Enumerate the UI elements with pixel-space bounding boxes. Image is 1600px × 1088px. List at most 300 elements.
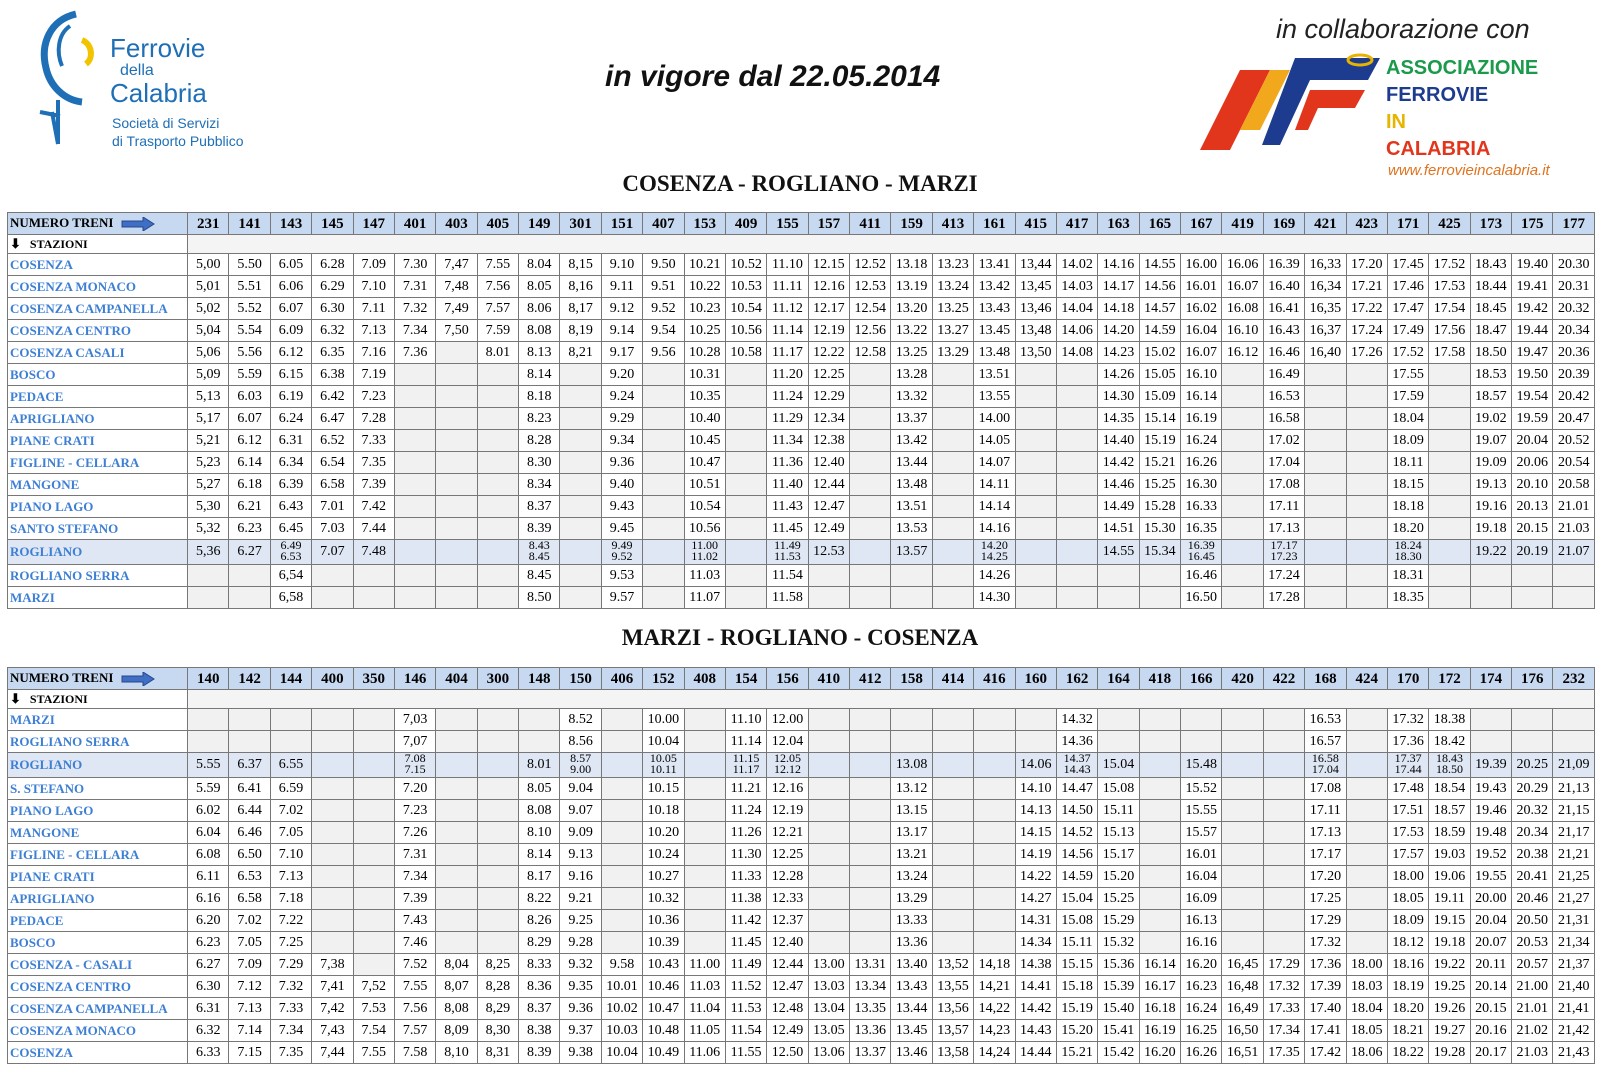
train-number: 165: [1139, 213, 1180, 235]
departure-time: [477, 364, 518, 386]
departure-time: 7.44: [353, 518, 394, 540]
departure-time: 7.36: [394, 342, 435, 364]
departure-time: [436, 518, 477, 540]
departure-time: 8.05: [519, 778, 560, 800]
departure-time: 7.23: [394, 800, 435, 822]
departure-time: 20.47: [1553, 408, 1595, 430]
departure-time: [643, 496, 684, 518]
departure-time: 5,00: [188, 254, 229, 276]
station-name: COSENZA CASALI: [8, 342, 188, 364]
departure-time: 21,15: [1553, 800, 1595, 822]
departure-time: 7.22: [270, 910, 311, 932]
departure-time: [643, 430, 684, 452]
departure-time: 17.13: [1305, 822, 1346, 844]
departure-time: 15.36: [1098, 954, 1139, 976]
station-name: COSENZA CAMPANELLA: [8, 298, 188, 320]
departure-time: [1263, 910, 1304, 932]
departure-time: 8.06: [519, 298, 560, 320]
departure-time: 6.19: [270, 386, 311, 408]
departure-time: 12.05 12.12: [767, 753, 808, 778]
table-row: [8, 540, 1595, 565]
departure-time: [850, 910, 891, 932]
departure-time: 16.43: [1263, 320, 1304, 342]
departure-time: 17.58: [1429, 342, 1470, 364]
station-name: PIANE CRATI: [8, 430, 188, 452]
departure-time: 7.35: [353, 452, 394, 474]
departure-time: 14.22: [1015, 866, 1056, 888]
departure-time: 7.33: [270, 998, 311, 1020]
departure-time: 14.38: [1015, 954, 1056, 976]
departure-time: [601, 800, 642, 822]
departure-time: [1139, 778, 1180, 800]
departure-time: [1222, 364, 1263, 386]
departure-time: [725, 452, 766, 474]
departure-time: [1429, 452, 1470, 474]
departure-time: [477, 587, 518, 609]
departure-time: 11.03: [684, 565, 725, 587]
departure-time: 10.47: [684, 452, 725, 474]
departure-time: [1429, 430, 1470, 452]
departure-time: [477, 452, 518, 474]
departure-time: 6,54: [270, 565, 311, 587]
departure-time: [643, 565, 684, 587]
departure-time: [436, 778, 477, 800]
departure-time: 13.57: [891, 540, 932, 565]
departure-time: 10.22: [684, 276, 725, 298]
departure-time: 19.06: [1429, 866, 1470, 888]
departure-time: [560, 408, 601, 430]
departure-time: 16.10: [1181, 364, 1222, 386]
departure-time: [932, 709, 973, 731]
departure-time: 19.39: [1470, 753, 1511, 778]
table-row: [8, 587, 1595, 609]
departure-time: 6.23: [188, 932, 229, 954]
departure-time: 19.25: [1429, 976, 1470, 998]
departure-time: 6.58: [312, 474, 353, 496]
departure-time: [1098, 565, 1139, 587]
departure-time: 14.44: [1015, 1042, 1056, 1064]
station-name: FIGLINE - CELLARA: [8, 844, 188, 866]
departure-time: 20.32: [1512, 800, 1553, 822]
departure-time: 7.05: [229, 932, 270, 954]
departure-time: 16.14: [1181, 386, 1222, 408]
train-number: 148: [519, 668, 560, 690]
departure-time: [436, 932, 477, 954]
departure-time: [1222, 518, 1263, 540]
departure-time: [974, 910, 1015, 932]
departure-time: [436, 888, 477, 910]
departure-time: [1015, 518, 1056, 540]
station-name: ROGLIANO: [8, 540, 188, 565]
departure-time: 8.39: [519, 518, 560, 540]
departure-time: 5.54: [229, 320, 270, 342]
train-number: 415: [1015, 213, 1056, 235]
departure-time: [1181, 709, 1222, 731]
departure-time: 9.50: [643, 254, 684, 276]
train-number: 232: [1553, 668, 1595, 690]
station-name: SANTO STEFANO: [8, 518, 188, 540]
station-name: APRIGLIANO: [8, 888, 188, 910]
departure-time: 13.20: [891, 298, 932, 320]
train-number: 408: [684, 668, 725, 690]
departure-time: 6.02: [188, 800, 229, 822]
station-name: COSENZA CAMPANELLA: [8, 998, 188, 1020]
train-number: 167: [1181, 213, 1222, 235]
departure-time: [1222, 452, 1263, 474]
departure-time: 8.37: [519, 496, 560, 518]
departure-time: 18.00: [1346, 954, 1387, 976]
fdc-emblem-icon: [30, 4, 110, 149]
departure-time: [1512, 587, 1553, 609]
departure-time: 9.56: [643, 342, 684, 364]
departure-time: 13.22: [891, 320, 932, 342]
departure-time: 11.29: [767, 408, 808, 430]
departure-time: [1470, 731, 1511, 753]
departure-time: 14.55: [1098, 540, 1139, 565]
departure-time: 18.38: [1429, 709, 1470, 731]
departure-time: [850, 408, 891, 430]
departure-time: 7.29: [270, 954, 311, 976]
departure-time: [436, 474, 477, 496]
departure-time: 13.25: [932, 298, 973, 320]
departure-time: [601, 844, 642, 866]
departure-time: 7.25: [270, 932, 311, 954]
departure-time: [312, 910, 353, 932]
departure-time: 15.13: [1098, 822, 1139, 844]
departure-time: [1305, 386, 1346, 408]
departure-time: [436, 753, 477, 778]
table-row: [8, 888, 1595, 910]
departure-time: 17.17 17.23: [1263, 540, 1304, 565]
departure-time: 21,40: [1553, 976, 1595, 998]
departure-time: 21,21: [1553, 844, 1595, 866]
departure-time: [436, 408, 477, 430]
departure-time: [436, 587, 477, 609]
departure-time: [1346, 709, 1387, 731]
departure-time: [1139, 888, 1180, 910]
departure-time: 14,24: [974, 1042, 1015, 1064]
train-number: 155: [767, 213, 808, 235]
departure-time: [1429, 496, 1470, 518]
departure-time: 13.21: [891, 844, 932, 866]
departure-time: 18.16: [1387, 954, 1428, 976]
departure-time: [601, 822, 642, 844]
departure-time: [1056, 540, 1097, 565]
stations-header-row: [8, 690, 1595, 709]
departure-time: 10.43: [643, 954, 684, 976]
departure-time: [353, 753, 394, 778]
departure-time: 20.00: [1470, 888, 1511, 910]
departure-time: [932, 587, 973, 609]
departure-time: 11.00 11.02: [684, 540, 725, 565]
departure-time: 9.36: [560, 998, 601, 1020]
departure-time: [1346, 753, 1387, 778]
departure-time: 12.44: [767, 954, 808, 976]
departure-time: 13,48: [1015, 320, 1056, 342]
departure-time: 16.02: [1181, 298, 1222, 320]
departure-time: 6.32: [188, 1020, 229, 1042]
departure-time: [477, 408, 518, 430]
table-row: [8, 518, 1595, 540]
departure-time: 20.25: [1512, 753, 1553, 778]
departure-time: 13.42: [891, 430, 932, 452]
departure-time: 14.31: [1015, 910, 1056, 932]
departure-time: 13.37: [850, 1042, 891, 1064]
departure-time: 11.03: [684, 976, 725, 998]
departure-time: [974, 753, 1015, 778]
departure-time: 7.39: [353, 474, 394, 496]
departure-time: 10.47: [643, 998, 684, 1020]
departure-time: 7.26: [394, 822, 435, 844]
departure-time: [394, 452, 435, 474]
departure-time: [1222, 932, 1263, 954]
departure-time: 7.11: [353, 298, 394, 320]
departure-time: 19.47: [1512, 342, 1553, 364]
departure-time: 19.09: [1470, 452, 1511, 474]
departure-time: 8,17: [560, 298, 601, 320]
departure-time: [229, 565, 270, 587]
departure-time: 18.12: [1387, 932, 1428, 954]
departure-time: 16.14: [1139, 954, 1180, 976]
departure-time: [312, 587, 353, 609]
departure-time: [312, 888, 353, 910]
departure-time: [932, 888, 973, 910]
departure-time: 16.39 16.45: [1181, 540, 1222, 565]
departure-time: 14.14: [974, 496, 1015, 518]
departure-time: 12.19: [808, 320, 849, 342]
departure-time: 6.47: [312, 408, 353, 430]
departure-time: 10.58: [725, 342, 766, 364]
departure-time: 15.04: [1056, 888, 1097, 910]
departure-time: 20.52: [1553, 430, 1595, 452]
train-number: 410: [808, 668, 849, 690]
departure-time: [560, 518, 601, 540]
departure-time: [560, 496, 601, 518]
departure-time: 17.53: [1387, 822, 1428, 844]
departure-time: 16.57: [1305, 731, 1346, 753]
timetable-return: [7, 667, 1595, 1064]
departure-time: [601, 888, 642, 910]
departure-time: [1222, 731, 1263, 753]
timetable-title-return: MARZI - ROGLIANO - COSENZA: [621, 625, 979, 650]
departure-time: 6.05: [270, 254, 311, 276]
departure-time: 6.38: [312, 364, 353, 386]
departure-time: 15.11: [1098, 800, 1139, 822]
departure-time: 17.22: [1346, 298, 1387, 320]
departure-time: 5.56: [229, 342, 270, 364]
departure-time: 6.30: [188, 976, 229, 998]
departure-time: [394, 540, 435, 565]
departure-time: 15.21: [1139, 452, 1180, 474]
effective-date: in vigore dal 22.05.2014: [605, 60, 941, 93]
departure-time: [188, 709, 229, 731]
departure-time: [477, 844, 518, 866]
departure-time: 16.12: [1222, 342, 1263, 364]
table-row: [8, 496, 1595, 518]
departure-time: 16,35: [1305, 298, 1346, 320]
departure-time: 7.57: [477, 298, 518, 320]
departure-time: 15.28: [1139, 496, 1180, 518]
departure-time: [1346, 731, 1387, 753]
station-name: COSENZA MONACO: [8, 1020, 188, 1042]
departure-time: 14.17: [1098, 276, 1139, 298]
departure-time: 5,21: [188, 430, 229, 452]
departure-time: 17.13: [1263, 518, 1304, 540]
departure-time: 7,49: [436, 298, 477, 320]
departure-time: [1512, 709, 1553, 731]
train-number-row: [8, 668, 1595, 690]
departure-time: 20.39: [1553, 364, 1595, 386]
departure-time: [1429, 540, 1470, 565]
departure-time: [477, 910, 518, 932]
departure-time: 12.38: [808, 430, 849, 452]
departure-time: 13.29: [932, 342, 973, 364]
departure-time: 19.22: [1470, 540, 1511, 565]
train-number: 406: [601, 668, 642, 690]
departure-time: 6.28: [312, 254, 353, 276]
departure-time: 10.53: [725, 276, 766, 298]
departure-time: 14.13: [1015, 800, 1056, 822]
departure-time: [1222, 587, 1263, 609]
departure-time: 13.44: [891, 452, 932, 474]
departure-time: 14.26: [974, 565, 1015, 587]
departure-time: 15.42: [1098, 1042, 1139, 1064]
departure-time: [188, 587, 229, 609]
departure-time: 17.32: [1263, 976, 1304, 998]
departure-time: 7.53: [353, 998, 394, 1020]
departure-time: 5,06: [188, 342, 229, 364]
departure-time: [519, 731, 560, 753]
departure-time: 16.19: [1181, 408, 1222, 430]
departure-time: 13.34: [850, 976, 891, 998]
departure-time: [932, 800, 973, 822]
departure-time: 18.45: [1470, 298, 1511, 320]
departure-time: 16.41: [1263, 298, 1304, 320]
departure-time: [1098, 731, 1139, 753]
departure-time: 11.36: [767, 452, 808, 474]
departure-time: 13.42: [974, 276, 1015, 298]
departure-time: [353, 954, 394, 976]
departure-time: [353, 822, 394, 844]
departure-time: 17.45: [1387, 254, 1428, 276]
departure-time: [229, 587, 270, 609]
departure-time: 6.43: [270, 496, 311, 518]
departure-time: 20.53: [1512, 932, 1553, 954]
departure-time: [394, 408, 435, 430]
departure-time: 8,16: [560, 276, 601, 298]
departure-time: 14.06: [1015, 753, 1056, 778]
departure-time: 13.17: [891, 822, 932, 844]
departure-time: 10.32: [643, 888, 684, 910]
departure-time: [353, 844, 394, 866]
departure-time: 11.06: [684, 1042, 725, 1064]
departure-time: [850, 474, 891, 496]
departure-time: 8.14: [519, 364, 560, 386]
departure-time: 14.27: [1015, 888, 1056, 910]
departure-time: 8,30: [477, 1020, 518, 1042]
station-name: PEDACE: [8, 910, 188, 932]
departure-time: 9.21: [560, 888, 601, 910]
fdc-name: [110, 33, 207, 108]
departure-time: [684, 888, 725, 910]
departure-time: [1222, 408, 1263, 430]
table-row: [8, 342, 1595, 364]
departure-time: [229, 709, 270, 731]
departure-time: 16.26: [1181, 1042, 1222, 1064]
train-number: 144: [270, 668, 311, 690]
departure-time: 7.39: [394, 888, 435, 910]
departure-time: 8.29: [519, 932, 560, 954]
departure-time: 7,38: [312, 954, 353, 976]
departure-time: [394, 386, 435, 408]
departure-time: 17.55: [1387, 364, 1428, 386]
departure-time: [932, 778, 973, 800]
departure-time: 14,18: [974, 954, 1015, 976]
departure-time: 7,07: [394, 731, 435, 753]
departure-time: [1429, 386, 1470, 408]
departure-time: 11.30: [725, 844, 766, 866]
departure-time: 15.20: [1056, 1020, 1097, 1042]
departure-time: 9.10: [601, 254, 642, 276]
departure-time: 8,07: [436, 976, 477, 998]
departure-time: [684, 731, 725, 753]
departure-time: 16.00: [1181, 254, 1222, 276]
afc-name-line-3: IN: [1386, 111, 1406, 133]
departure-time: [601, 778, 642, 800]
departure-time: 18.24 18.30: [1387, 540, 1428, 565]
afc-name-line-1: ASSOCIAZIONE: [1386, 57, 1539, 79]
departure-time: [353, 910, 394, 932]
departure-time: [1139, 587, 1180, 609]
departure-time: [436, 452, 477, 474]
fdc-name-line-1: Ferrovie: [110, 33, 206, 63]
departure-time: [436, 342, 477, 364]
departure-time: 11.07: [684, 587, 725, 609]
departure-time: 12.53: [850, 276, 891, 298]
departure-time: 16.53: [1305, 709, 1346, 731]
departure-time: [1553, 709, 1595, 731]
departure-time: 17.52: [1387, 342, 1428, 364]
departure-time: [1098, 587, 1139, 609]
departure-time: 20.54: [1553, 452, 1595, 474]
departure-time: 18.44: [1470, 276, 1511, 298]
table-row: [8, 800, 1595, 822]
table-row: [8, 386, 1595, 408]
departure-time: 15.52: [1181, 778, 1222, 800]
train-number: 425: [1429, 213, 1470, 235]
departure-time: 20.14: [1470, 976, 1511, 998]
departure-time: 21.03: [1512, 1042, 1553, 1064]
departure-time: [1263, 844, 1304, 866]
departure-time: 17.47: [1387, 298, 1428, 320]
train-number: 171: [1387, 213, 1428, 235]
departure-time: 13.25: [891, 342, 932, 364]
departure-time: [560, 364, 601, 386]
departure-time: 16.25: [1181, 1020, 1222, 1042]
departure-time: 13.37: [891, 408, 932, 430]
departure-time: 8,28: [477, 976, 518, 998]
departure-time: [1222, 822, 1263, 844]
departure-time: [477, 496, 518, 518]
departure-time: 17.39: [1305, 976, 1346, 998]
departure-time: 16.35: [1181, 518, 1222, 540]
departure-time: 18.59: [1429, 822, 1470, 844]
departure-time: 9.34: [601, 430, 642, 452]
departure-time: [974, 800, 1015, 822]
departure-time: 16.46: [1181, 565, 1222, 587]
departure-time: [1429, 587, 1470, 609]
train-number: 159: [891, 213, 932, 235]
